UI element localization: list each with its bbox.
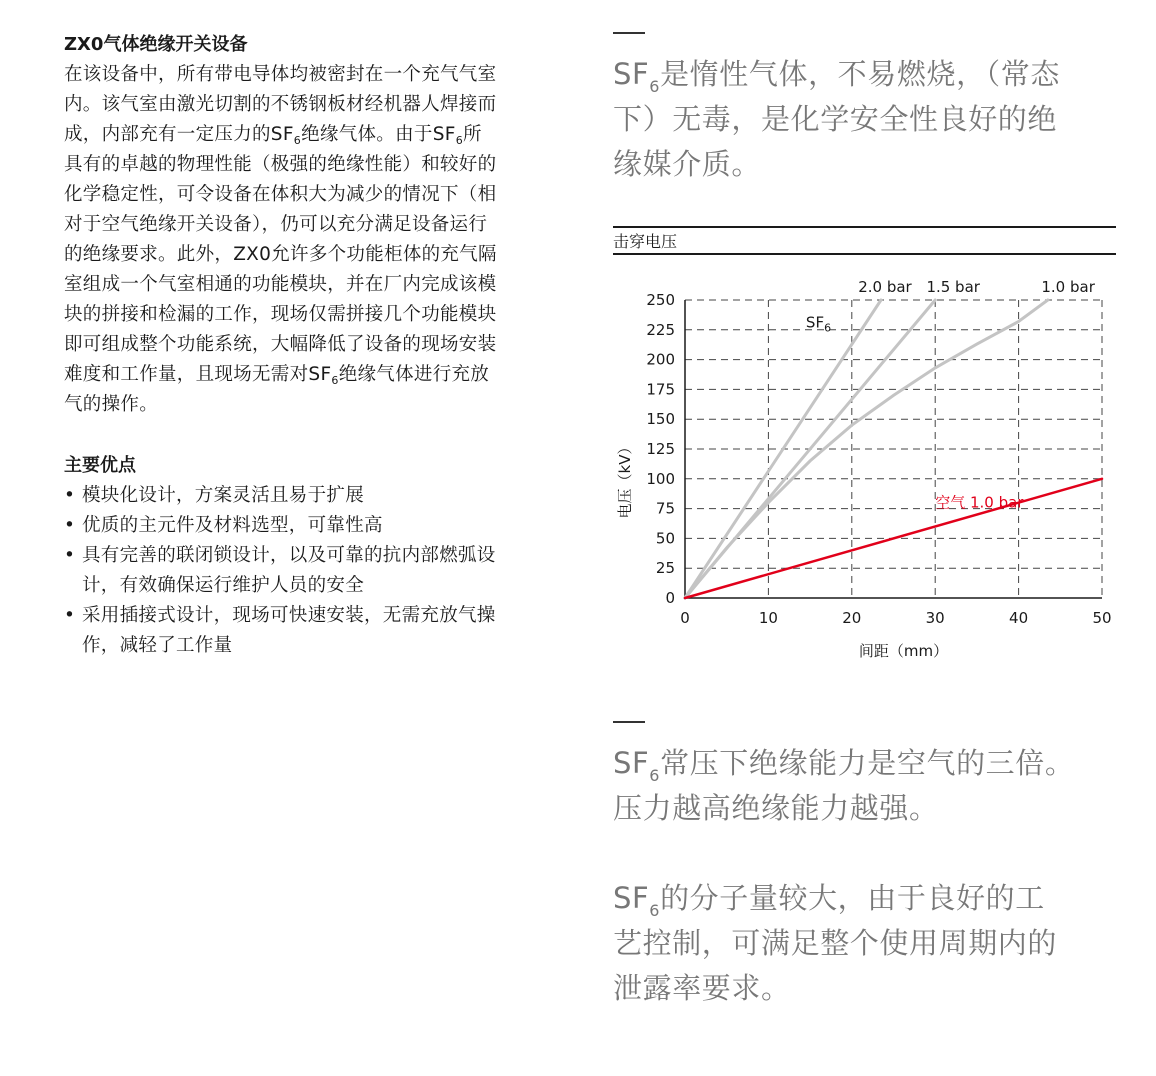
intro-paragraph (64, 60, 579, 420)
quote-divider (613, 32, 645, 34)
paragraph-line: 对于空气绝缘开关设备），仍可以充分满足设备运行 (64, 214, 488, 235)
advantages-list (64, 481, 579, 661)
series-label: 1.5 bar (926, 278, 980, 296)
y-tick-label: 75 (655, 499, 675, 518)
y-tick-label: 250 (646, 291, 675, 309)
paragraph-line: 的绝缘要求。此外，ZX0允许多个功能柜体的充气隔 (64, 244, 497, 265)
advantage-item: • 模块化设计，方案灵活且易于扩展 (64, 481, 579, 511)
paragraph-line: 气的操作。 (64, 394, 159, 415)
quote-sf6-inert: $SF_6$是惰性气体，不易燃烧，（常态 下）无毒，是化学安全性良好的绝 缘媒介质。 (613, 57, 1060, 181)
x-tick-label: 50 (1092, 609, 1112, 627)
x-tick-label: 0 (680, 609, 690, 627)
y-tick-label: 25 (655, 559, 675, 578)
advantage-item: • 具有完善的联闭锁设计，以及可靠的抗内部燃弧设 计，有效确保运行维护人员的安全 (64, 541, 579, 601)
y-tick-label: 150 (646, 410, 675, 429)
y-tick-label: 125 (646, 440, 675, 458)
series-label: 空气 1.0 bar (935, 493, 1024, 512)
paragraph-line: 具有的卓越的物理性能（极强的绝缘性能）和较好的 (64, 154, 497, 175)
paragraph-line: 块的拼接和检漏的工作，现场仅需拼接几个功能模块 (64, 304, 497, 325)
bullet-icon: • (64, 545, 76, 566)
paragraph-line: 成，内部充有一定压力的$SF_6$绝缘气体。由于$SF_6$所 (64, 124, 482, 147)
x-axis-label: 间距（mm） (858, 642, 949, 660)
advantage-item: • 优质的主元件及材料选型，可靠性高 (64, 511, 579, 541)
chart-title-bar (613, 226, 1116, 255)
paragraph-line: 即可组成整个功能系统，大幅降低了设备的现场安装 (64, 334, 497, 355)
quote-sf6-leakage: $SF_6$的分子量较大，由于良好的工 艺控制，可满足整个使用周期内的 泄露率要求。 (613, 881, 1058, 1005)
bullet-icon: • (64, 485, 76, 506)
section-heading: ZX0气体绝缘开关设备 (64, 34, 248, 55)
series-label: 1.0 bar (1041, 278, 1095, 296)
x-tick-label: 10 (758, 609, 778, 627)
y-tick-label: 200 (646, 350, 675, 369)
advantage-item: • 采用插接式设计，现场可快速安装，无需充放气操 作，减轻了工作量 (64, 601, 579, 661)
bullet-icon: • (64, 515, 76, 536)
x-tick-label: 40 (1009, 609, 1029, 627)
y-tick-label: 0 (665, 589, 675, 607)
y-tick-label: 175 (646, 380, 675, 399)
quote-sf6-insulation: $SF_6$常压下绝缘能力是空气的三倍。 压力越高绝缘能力越强。 (613, 746, 1075, 825)
series-label: 2.0 bar (858, 278, 912, 296)
paragraph-line: 在该设备中，所有带电导体均被密封在一个充气气室 (64, 64, 497, 85)
x-tick-label: 20 (842, 609, 862, 627)
paragraph-line: 室组成一个气室相通的功能模块，并在厂内完成该模 (64, 274, 497, 295)
breakdown-voltage-chart (600, 270, 1130, 670)
sf6-group-label: $SF_6$ (805, 313, 832, 335)
quote-divider (613, 721, 645, 723)
bullet-icon: • (64, 605, 76, 626)
left-column (64, 30, 579, 661)
y-tick-label: 50 (655, 529, 675, 548)
advantages-heading: 主要优点 (64, 455, 136, 476)
y-tick-label: 225 (646, 320, 675, 339)
paragraph-line: 化学稳定性，可令设备在体积大为减少的情况下（相 (64, 184, 497, 205)
y-axis-label: 电压（kV） (616, 439, 634, 519)
x-tick-label: 30 (925, 609, 945, 627)
paragraph-line: 难度和工作量，且现场无需对$SF_6$绝缘气体进行充放 (64, 364, 490, 387)
y-tick-label: 100 (646, 469, 675, 488)
paragraph-line: 内。该气室由激光切割的不锈钢板材经机器人焊接而 (64, 94, 497, 115)
chart-title: 击穿电压 (613, 232, 678, 251)
